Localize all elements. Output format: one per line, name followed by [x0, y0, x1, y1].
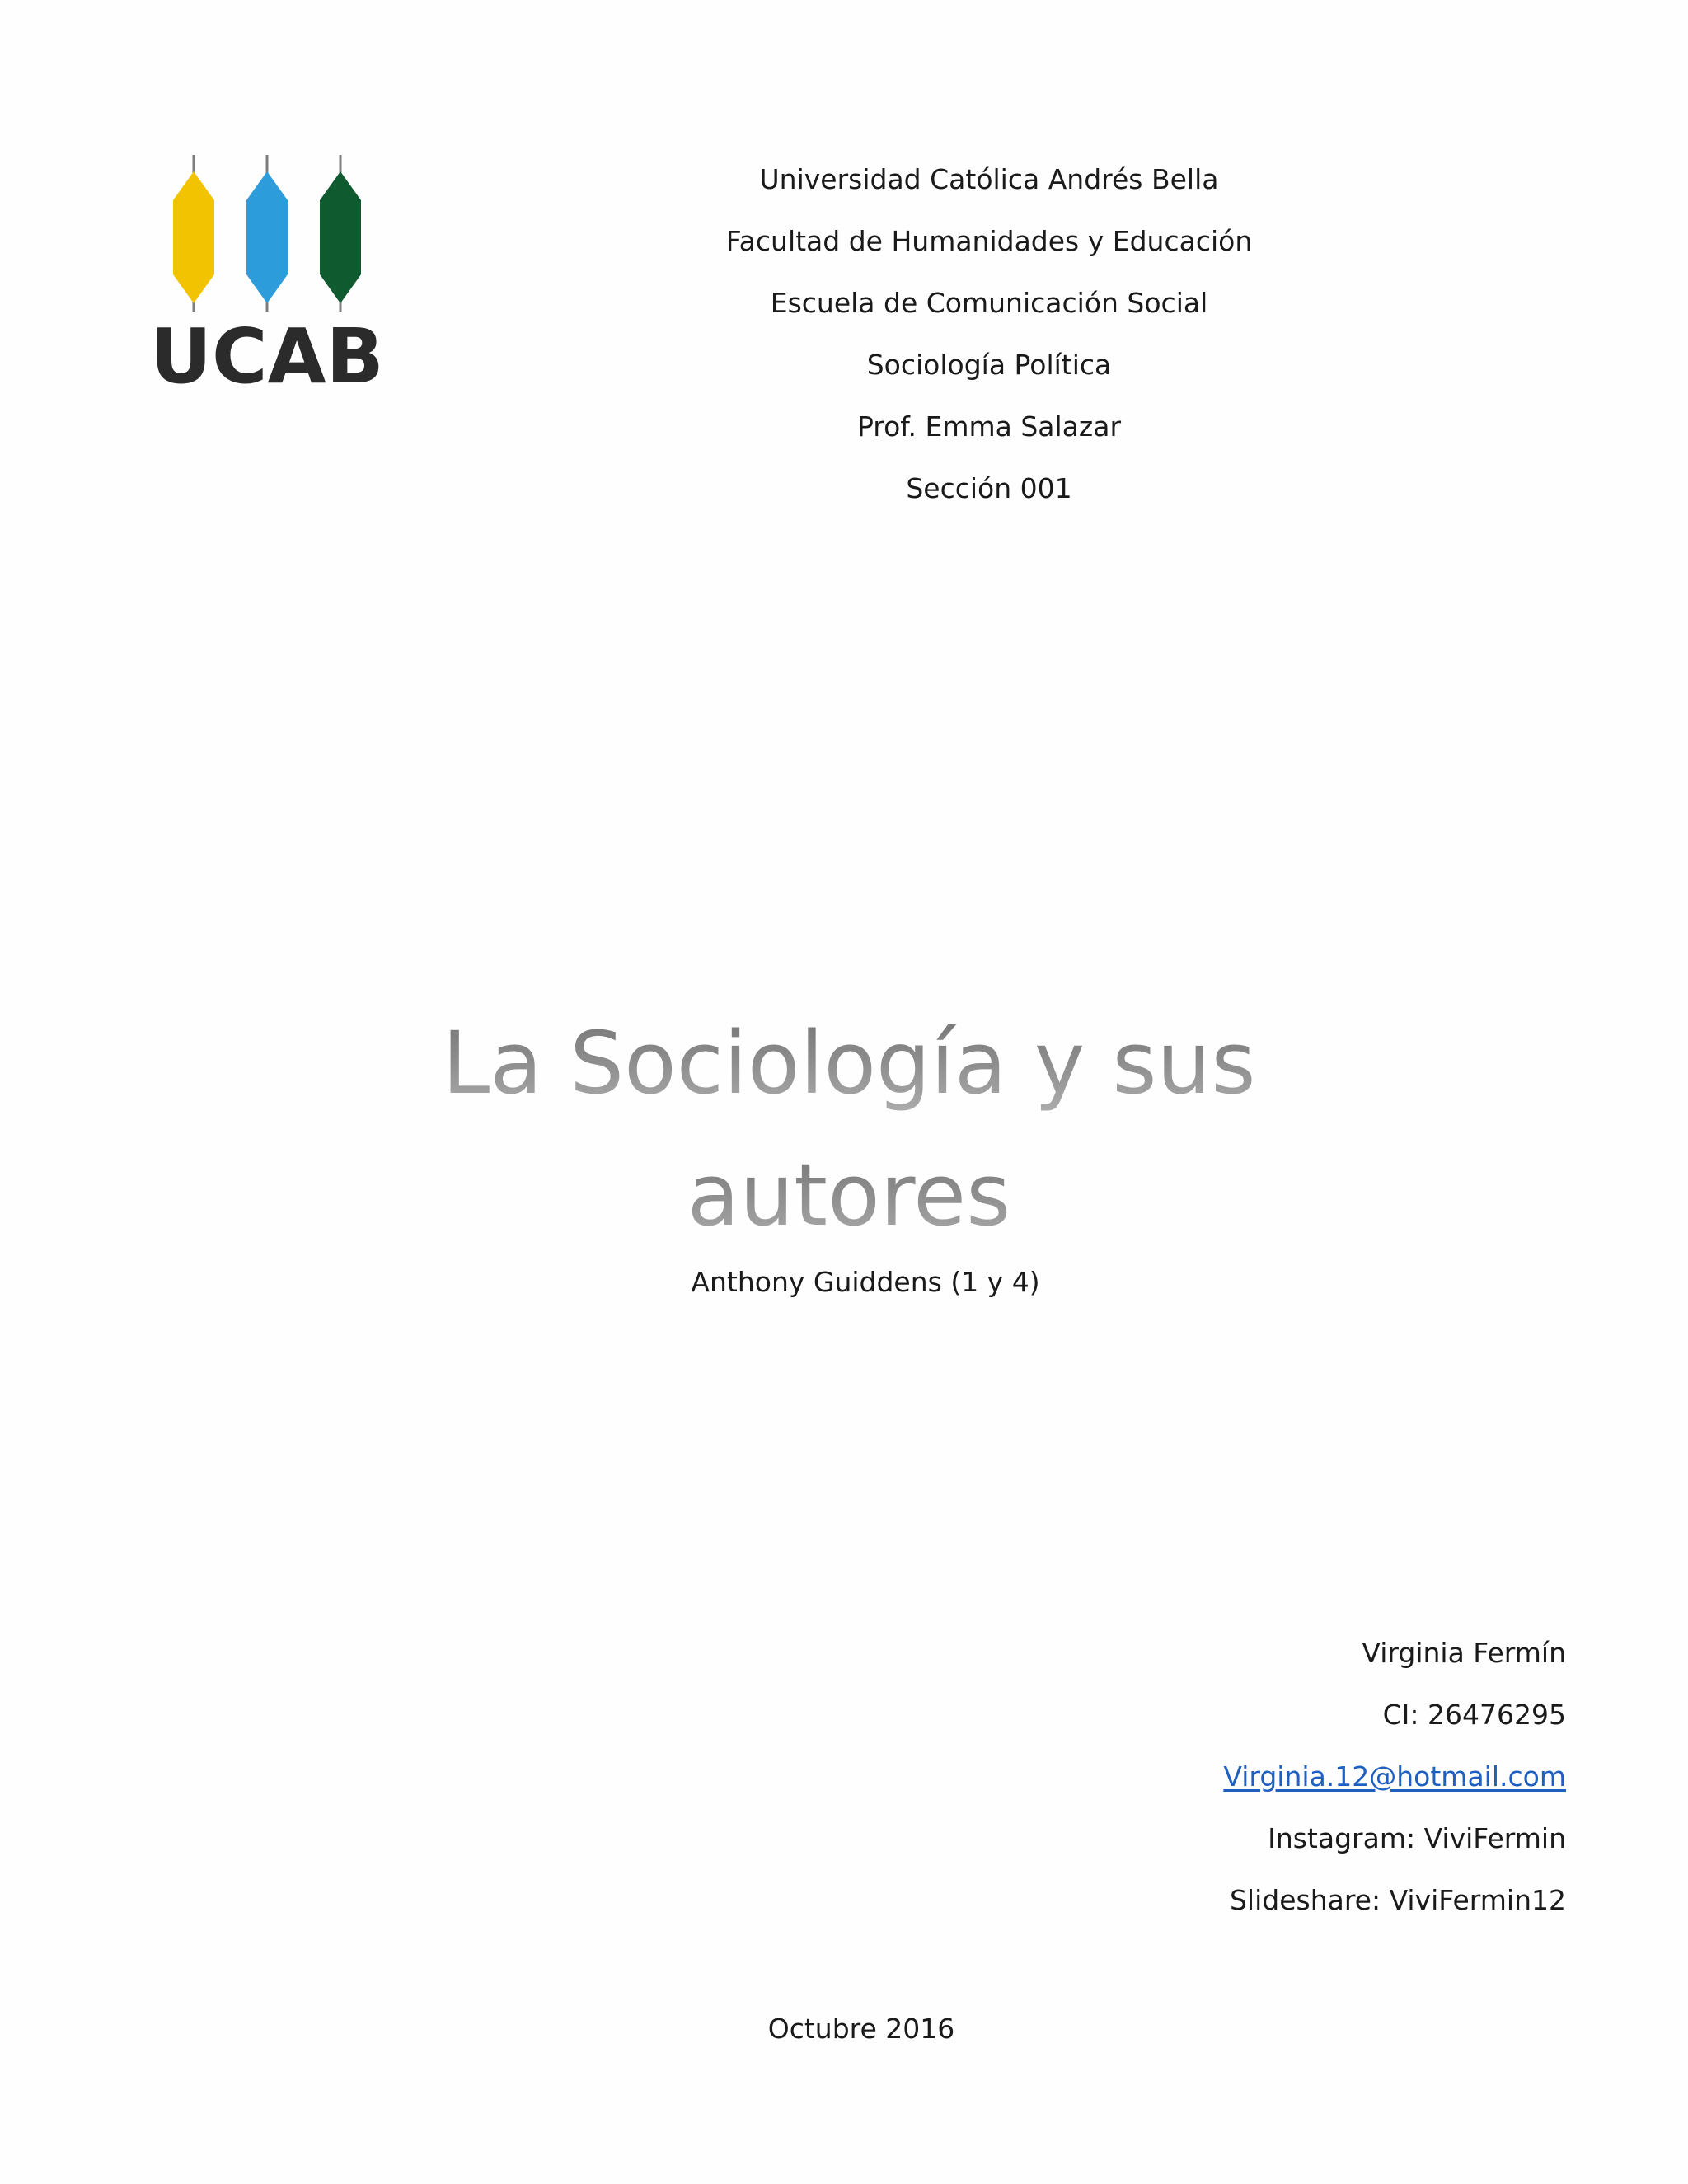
professor-name: Prof. Emma Salazar	[856, 410, 1122, 443]
ucab-logo-icon	[155, 155, 379, 387]
author-slideshare: Slideshare: ViviFermin12	[1229, 1884, 1566, 1916]
author-name: Virginia Fermín	[1362, 1637, 1566, 1669]
course-name: Sociología Política	[866, 349, 1112, 381]
author-instagram: Instagram: ViviFermin	[1268, 1822, 1566, 1854]
document-title	[379, 997, 1319, 1261]
author-info	[824, 1622, 1566, 1931]
faculty-name: Facultad de Humanidades y Educación	[725, 225, 1253, 257]
document-date: Octubre 2016	[767, 2013, 955, 2045]
author-ci: CI: 26476295	[1382, 1699, 1566, 1731]
ucab-logo	[155, 155, 379, 387]
author-email-link[interactable]: Virginia.12@hotmail.com	[1223, 1760, 1566, 1793]
section-number: Sección 001	[906, 472, 1072, 504]
school-name: Escuela de Comunicación Social	[770, 287, 1208, 319]
institution-header	[659, 148, 1319, 519]
title-line-1: La Sociología y sus	[379, 997, 1319, 1129]
title-line-2: autores	[379, 1129, 1319, 1261]
document-subtitle: Anthony Guiddens (1 y 4)	[691, 1266, 1040, 1298]
ucab-logo-text: UCAB	[155, 312, 379, 387]
university-name: Universidad Católica Andrés Bella	[759, 163, 1219, 195]
